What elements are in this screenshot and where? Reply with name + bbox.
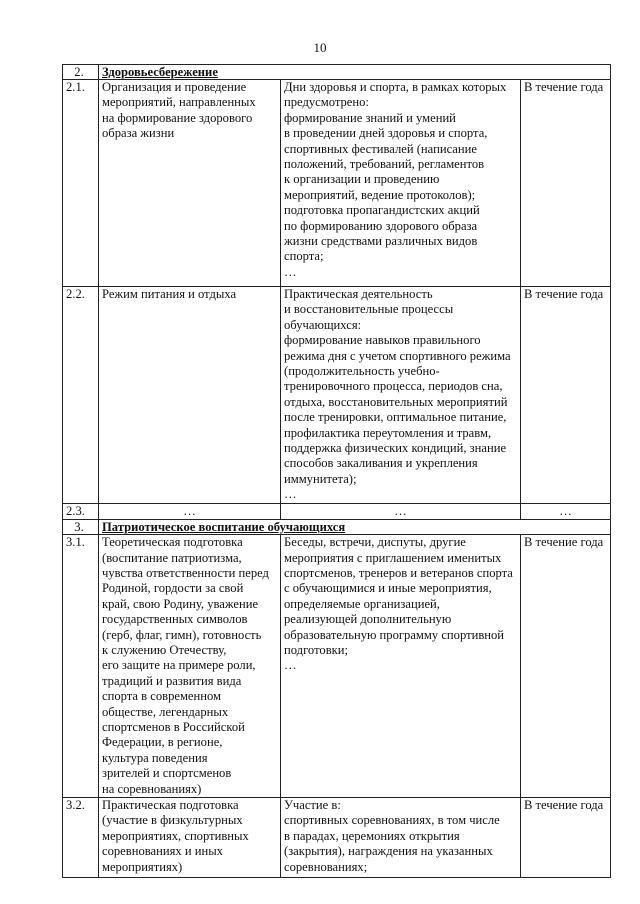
row-name: …: [99, 503, 281, 519]
section-title: Патриотическое воспитание обучающихся: [102, 520, 346, 535]
page-number: 10: [313, 40, 327, 55]
row-period: В течение года: [521, 80, 611, 287]
section-title-cell: [99, 520, 611, 535]
section-row-3: [63, 520, 611, 535]
table-row: [63, 80, 611, 287]
row-name: Практическая подготовка (участие в физкультурных мероприятиях, спортивных соревнованиях и иных мероприятиях): [99, 798, 281, 878]
row-content: Дни здоровья и спорта, в рамках которых предусмотрено: формирование знаний и умений в проведении дней здоровья и спорта, спортивных фестивалей (написание положений, требований, регламентов к организации и проведению мероприятий, ведение протоколов); подготовка пропагандистских акций по формированию здорового образа жизни средствами различных видов спорта; …: [281, 80, 521, 287]
row-content: Беседы, встречи, диспуты, другие мероприятия с приглашением именитых спортсменов, тренеров и ветеранов спорта с обучающимися и иные мероприятия, определяемые организацией, реализующей дополнительную образовательную программу спортивной подготовки; …: [281, 535, 521, 798]
section-number: 2.: [63, 65, 99, 80]
section-number: 3.: [63, 520, 99, 535]
row-name: Теоретическая подготовка (воспитание патриотизма, чувства ответственности перед Родиной, гордости за свой край, свою Родину, уважение государственных символов (герб, флаг, гимн), готовность к служению Отечеству, его защите на примере роли, традиций и развития вида спорта в современном обществе, легендарных спортсменов в Российской Федерации, в регионе, культура поведения зрителей и спортсменов на соревнованиях): [99, 535, 281, 798]
row-content: Практическая деятельность и восстановительные процессы обучающихся: формирование навыков правильного режима дня с учетом спортивного режима (продолжительность учебно- тренировочного процесса, периодов сна, отдыха, восстановительных мероприятий после тренировки, оптимальное питание, профилактика переутомления и травм, поддержка физических кондиций, знание способов закаливания и укрепления иммунитета); …: [281, 287, 521, 504]
row-number: 2.1.: [63, 80, 99, 287]
section-title-cell: [99, 65, 611, 80]
row-period: В течение года: [521, 798, 611, 878]
row-period: В течение года: [521, 535, 611, 798]
plan-table: [62, 64, 611, 878]
row-period: В течение года: [521, 287, 611, 504]
row-content: …: [281, 503, 521, 519]
row-name: Организация и проведение мероприятий, направленных на формирование здорового образа жизни: [99, 80, 281, 287]
row-number: 3.1.: [63, 535, 99, 798]
table-row: [63, 535, 611, 798]
row-name: Режим питания и отдыха: [99, 287, 281, 504]
section-title: Здоровьесбережение: [102, 65, 218, 79]
row-period: …: [521, 503, 611, 519]
row-number: 2.3.: [63, 503, 99, 519]
table-row: [63, 287, 611, 504]
table-row: [63, 798, 611, 878]
row-number: 3.2.: [63, 798, 99, 878]
section-row-2: [63, 65, 611, 80]
table-row: [63, 503, 611, 519]
row-number: 2.2.: [63, 287, 99, 504]
row-content: Участие в: спортивных соревнованиях, в том числе в парадах, церемониях открытия (закрытия), награждения на указанных соревнованиях;: [281, 798, 521, 878]
